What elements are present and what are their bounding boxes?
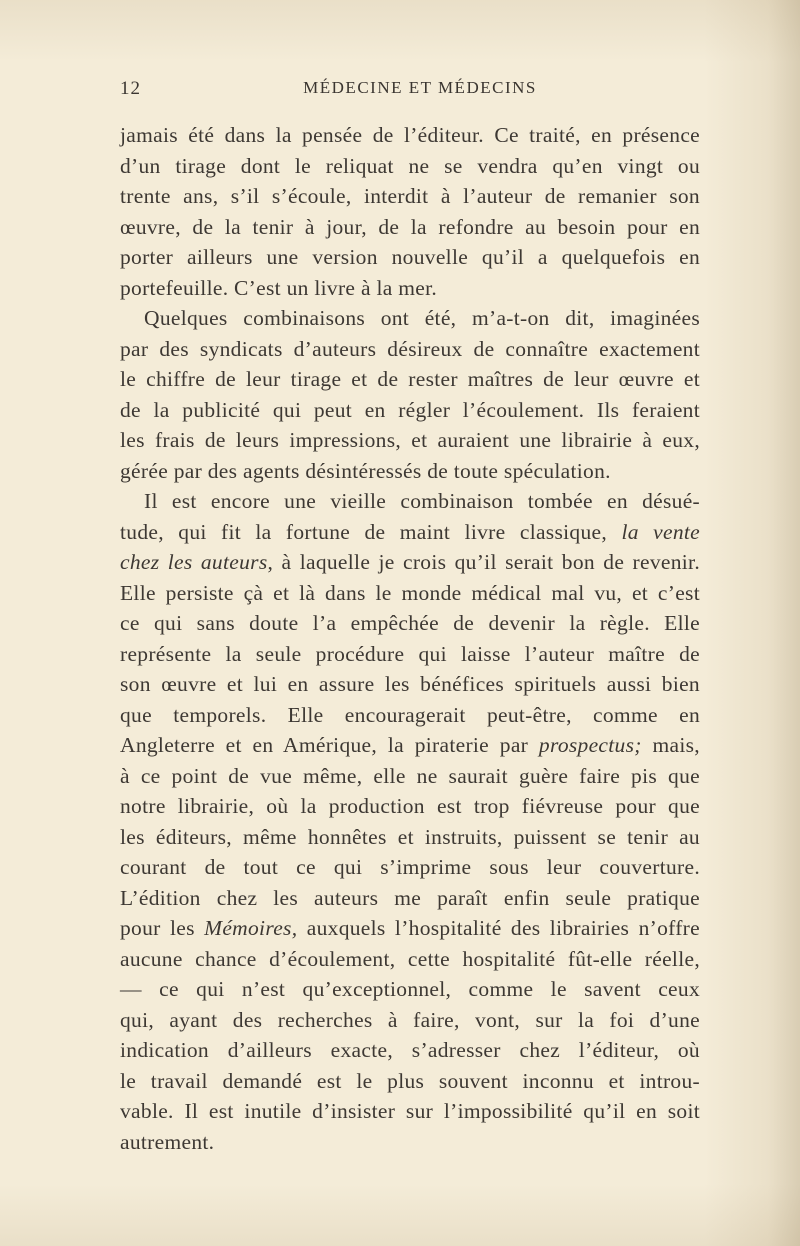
text-line: aucune chance d’écoulement, cette hospitalité fût-elle réelle, (120, 946, 700, 971)
text-line: par des syndicats d’auteurs désireux de connaître exactement (120, 336, 700, 361)
text-line: indication d’ailleurs exacte, s’adresser chez l’éditeur, où (120, 1038, 700, 1062)
text-segment: auxquels l’hospitalité des librairies n’offre (306, 916, 700, 940)
text-line: autrement. (120, 1129, 215, 1154)
text-line: son œuvre et lui en assure les bénéfices spirituels aussi bien (120, 672, 700, 696)
text-segment: mais, (652, 733, 700, 757)
text-line (120, 517, 700, 548)
text-line: vable. Il est inutile d’insister sur l’impossibilité qu’il en soit (120, 1099, 700, 1123)
text-line: d’un tirage dont le reliquat ne se vendra qu’en vingt ou (120, 153, 700, 178)
body-text (120, 120, 700, 1157)
italic-phrase: Mémoires, (204, 916, 298, 940)
text-line: trente ans, s’il s’écoule, interdit à l’auteur de remanier son (120, 184, 700, 208)
text-line: portefeuille. C’est un livre à la mer. (120, 275, 438, 300)
text-line: Elle persiste çà et là dans le monde médical mal vu, et c’est (120, 580, 700, 605)
text-line: L’édition chez les auteurs me paraît enfin seule pratique (120, 885, 700, 910)
text-line: le travail demandé est le plus souvent inconnu et introu- (120, 1068, 700, 1093)
text-line: Quelques combinaisons ont été, m’a-t-on dit, imaginées (144, 306, 700, 330)
text-line: représente la seule procédure qui laisse l’auteur maître de (120, 641, 700, 666)
text-line: à ce point de vue même, elle ne saurait guère faire pis que (120, 763, 700, 788)
text-segment: pour les (120, 916, 195, 940)
running-head (120, 78, 720, 102)
text-segment: Angleterre et en Amérique, la piraterie par (120, 733, 529, 757)
italic-phrase: chez les auteurs (120, 550, 268, 574)
text-line: jamais été dans la pensée de l’éditeur. Ce traité, en présence (120, 123, 700, 147)
text-line: que temporels. Elle encouragerait peut-être, comme en (120, 702, 700, 727)
text-line (120, 730, 700, 761)
text-line: gérée par des agents désintéressés de toute spéculation. (120, 458, 611, 483)
text-segment: tude, qui fit la fortune de maint livre classique, (120, 519, 608, 544)
italic-phrase: prospectus; (538, 733, 642, 757)
text-line: Il est encore une vieille combinaison tombée en désué- (144, 489, 700, 513)
running-title: MÉDECINE ET MÉDECINS (303, 78, 537, 97)
text-line: — ce qui n’est qu’exceptionnel, comme le savent ceux (120, 977, 700, 1001)
text-line (120, 913, 700, 944)
text-segment: , à laquelle je crois qu’il serait bon de revenir. (267, 550, 700, 574)
text-line (120, 547, 700, 578)
text-line: qui, ayant des recherches à faire, vont, sur la foi d’une (120, 1007, 700, 1032)
text-line: notre librairie, où la production est trop fiévreuse pour que (120, 794, 700, 818)
text-line: ce qui sans doute l’a empêchée de devenir la règle. Elle (120, 611, 700, 635)
text-line: œuvre, de la tenir à jour, de la refondre au besoin pour en (120, 214, 700, 239)
text-line: de la publicité qui peut en régler l’écoulement. Ils feraient (120, 397, 700, 422)
italic-phrase: la vente (621, 519, 700, 544)
text-line: les frais de leurs impressions, et auraient une librairie à eux, (120, 428, 700, 452)
text-line: courant de tout ce qui s’imprime sous leur couverture. (120, 855, 700, 879)
text-line: porter ailleurs une version nouvelle qu’il a quelquefois en (120, 245, 700, 269)
page-number: 12 (120, 78, 141, 99)
text-line: le chiffre de leur tirage et de rester maîtres de leur œuvre et (120, 367, 700, 391)
text-line: les éditeurs, même honnêtes et instruits, puissent se tenir au (120, 824, 700, 849)
